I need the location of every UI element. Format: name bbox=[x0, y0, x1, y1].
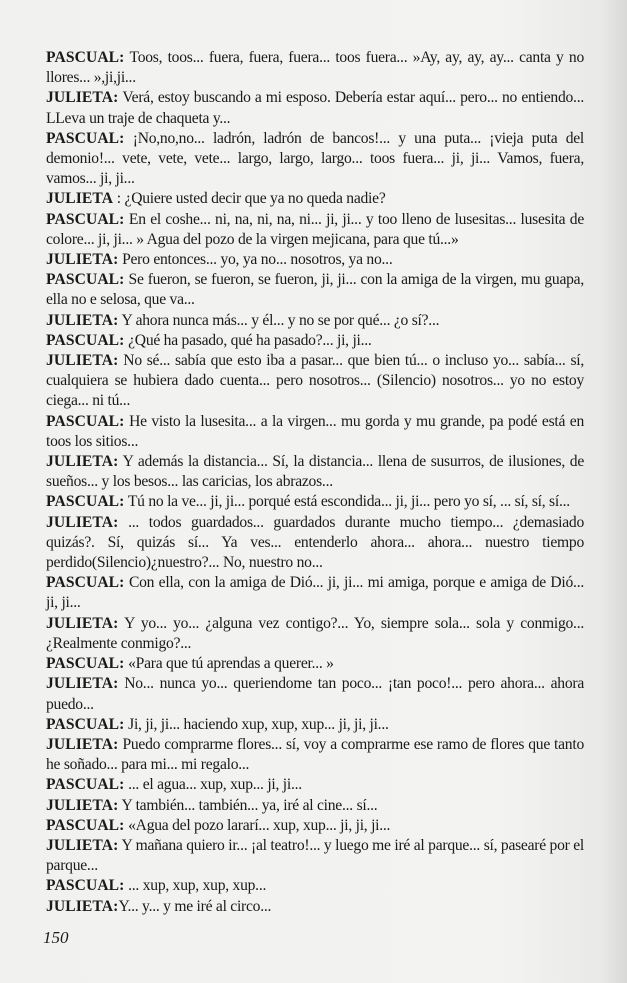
spoken-text: Puedo comprarme flores... sí, voy a comprarme ese ramo de flores que tanto he soñado... para mi... mi regalo... bbox=[46, 735, 584, 774]
dialogue-line bbox=[46, 351, 584, 412]
dialogue-line bbox=[46, 48, 584, 88]
speaker-name: PASCUAL: bbox=[46, 210, 125, 228]
dialogue-line bbox=[46, 715, 584, 735]
dialogue-line bbox=[46, 573, 584, 613]
dialogue-line bbox=[46, 129, 584, 190]
spoken-text: : ¿Quiere usted decir que ya no queda nadie? bbox=[113, 190, 386, 208]
spoken-text: ... xup, xup, xup, xup... bbox=[124, 877, 267, 895]
dialogue-line bbox=[46, 270, 584, 310]
spoken-text: ... el agua... xup, xup... ji, ji... bbox=[124, 776, 302, 794]
spoken-text: Y mañana quiero ir... ¡al teatro!... y luego me iré al parque... sí, pasearé por el parque... bbox=[46, 836, 584, 875]
dialogue-line bbox=[46, 88, 584, 128]
speaker-name: PASCUAL: bbox=[46, 715, 125, 733]
speaker-name: JULIETA: bbox=[46, 735, 119, 753]
spoken-text: He visto la lusesita... a la virgen... mu gorda y mu grande, pa podé está en toos los sitios... bbox=[46, 412, 584, 450]
speaker-name: JULIETA: bbox=[46, 675, 119, 693]
speaker-name: JULIETA bbox=[46, 190, 114, 208]
dialogue-line bbox=[46, 492, 584, 512]
speaker-name: JULIETA: bbox=[46, 796, 119, 814]
dialogue-line bbox=[46, 775, 584, 795]
spoken-text: Y también... también... ya, iré al cine... sí... bbox=[118, 796, 378, 814]
spoken-text: Y yo... yo... ¿alguna vez contigo?... Yo, siempre sola... sola y conmigo... ¿Realmente conmigo?... bbox=[46, 614, 584, 652]
spoken-text: Con ella, con la amiga de Dió... ji, ji... mi amiga, porque e amiga de Dió... ji, ji... bbox=[46, 574, 584, 612]
dialogue-line bbox=[46, 654, 584, 674]
speaker-name: JULIETA: bbox=[46, 513, 119, 531]
dialogue-line bbox=[46, 836, 584, 876]
dialogue-text bbox=[46, 48, 584, 917]
spoken-text: Tú no la ve... ji, ji... porqué está escondida... ji, ji... pero yo sí, ... sí, sí, sí... bbox=[124, 493, 570, 511]
spoken-text: Y además la distancia... Sí, la distancia... llena de susurros, de ilusiones, de sueños... y los besos... las caricias, los abrazos... bbox=[46, 453, 584, 491]
dialogue-line bbox=[46, 452, 584, 492]
spoken-text: Y... y... y me iré al circo... bbox=[118, 897, 272, 915]
speaker-name: JULIETA: bbox=[46, 352, 119, 370]
speaker-name: PASCUAL: bbox=[46, 877, 125, 895]
spoken-text: Ji, ji, ji... haciendo xup, xup, xup... ji, ji, ji... bbox=[124, 715, 389, 733]
dialogue-line bbox=[46, 796, 584, 816]
spoken-text: ¡No,no,no... ladrón, ladrón de bancos!... y una puta... ¡vieja puta del demonio!... vete, vete, vete... largo, largo, largo... toos fuera... ji, ji... Vamos, fuera, vamos... ji, ji... bbox=[46, 129, 584, 188]
spoken-text: ¿Qué ha pasado, qué ha pasado?... ji, ji... bbox=[124, 331, 372, 349]
speaker-name: PASCUAL: bbox=[46, 129, 125, 147]
dialogue-line bbox=[46, 412, 584, 452]
speaker-name: PASCUAL: bbox=[46, 49, 125, 66]
spoken-text: ... todos guardados... guardados durante mucho tiempo... ¿demasiado quizás?. Sí, quizás sí... Ya ves... entenderlo ahora... ahora... nuestro tiempo perdido(Silencio)¿nuestro?... No, nuestro no... bbox=[46, 513, 584, 572]
spoken-text: No sé... sabía que esto iba a pasar... que bien tú... o incluso yo... sabía... sí, cualquiera se hubiera dado cuenta... pero nosotros... (Silencio) nosotros... yo no estoy ciega... ni tú... bbox=[46, 352, 584, 410]
speaker-name: PASCUAL: bbox=[46, 574, 125, 592]
page-number: 150 bbox=[43, 928, 69, 947]
spoken-text: No... nunca yo... queriendome tan poco... ¡tan poco!... pero ahora... ahora puedo... bbox=[46, 675, 584, 713]
dialogue-line bbox=[46, 735, 584, 775]
spoken-text: «Agua del pozo lararí... xup, xup... ji, ji, ji... bbox=[124, 816, 391, 834]
dialogue-line bbox=[46, 614, 584, 654]
speaker-name: JULIETA: bbox=[46, 836, 119, 854]
dialogue-line bbox=[46, 513, 584, 574]
speaker-name: PASCUAL: bbox=[46, 271, 125, 289]
speaker-name: JULIETA: bbox=[46, 251, 119, 269]
speaker-name: JULIETA: bbox=[46, 89, 119, 107]
spoken-text: «Para que tú aprendas a querer... » bbox=[124, 655, 334, 673]
speaker-name: PASCUAL: bbox=[46, 331, 125, 349]
speaker-name: JULIETA: bbox=[46, 311, 119, 329]
dialogue-line bbox=[46, 210, 584, 250]
dialogue-line bbox=[46, 331, 584, 351]
speaker-name: JULIETA: bbox=[46, 897, 119, 915]
spoken-text: Verá, estoy buscando a mi esposo. Debería estar aquí... pero... no entiendo... LLeva un traje de chaqueta y... bbox=[46, 89, 584, 127]
dialogue-line bbox=[46, 311, 584, 331]
dialogue-line bbox=[46, 897, 584, 917]
dialogue-line bbox=[46, 250, 584, 270]
dialogue-line bbox=[46, 816, 584, 836]
dialogue-line bbox=[46, 189, 584, 209]
dialogue-line bbox=[46, 876, 584, 896]
spoken-text: Y ahora nunca más... y él... y no se por qué... ¿o sí?... bbox=[118, 311, 440, 329]
speaker-name: PASCUAL: bbox=[46, 776, 125, 794]
speaker-name: JULIETA: bbox=[46, 453, 119, 471]
speaker-name: PASCUAL: bbox=[46, 816, 125, 834]
speaker-name: PASCUAL: bbox=[46, 493, 125, 511]
spoken-text: Pero entonces... yo, ya no... nosotros, ya no... bbox=[118, 251, 393, 269]
speaker-name: JULIETA: bbox=[46, 614, 119, 632]
speaker-name: PASCUAL: bbox=[46, 412, 125, 430]
spoken-text: Se fueron, se fueron, se fueron, ji, ji... con la amiga de la virgen, mu guapa, ella no e selosa, que va... bbox=[46, 271, 584, 309]
spoken-text: En el coshe... ni, na, ni, na, ni... ji, ji... y too lleno de lusesitas... lusesita de colore... ji, ji... » Agua del pozo de la virgen mejicana, para que tú...» bbox=[46, 210, 584, 248]
speaker-name: PASCUAL: bbox=[46, 655, 125, 673]
spoken-text: Toos, toos... fuera, fuera, fuera... toos fuera... »Ay, ay, ay, ay... canta y no llores... »,ji,ji... bbox=[46, 49, 584, 87]
dialogue-line bbox=[46, 674, 584, 714]
